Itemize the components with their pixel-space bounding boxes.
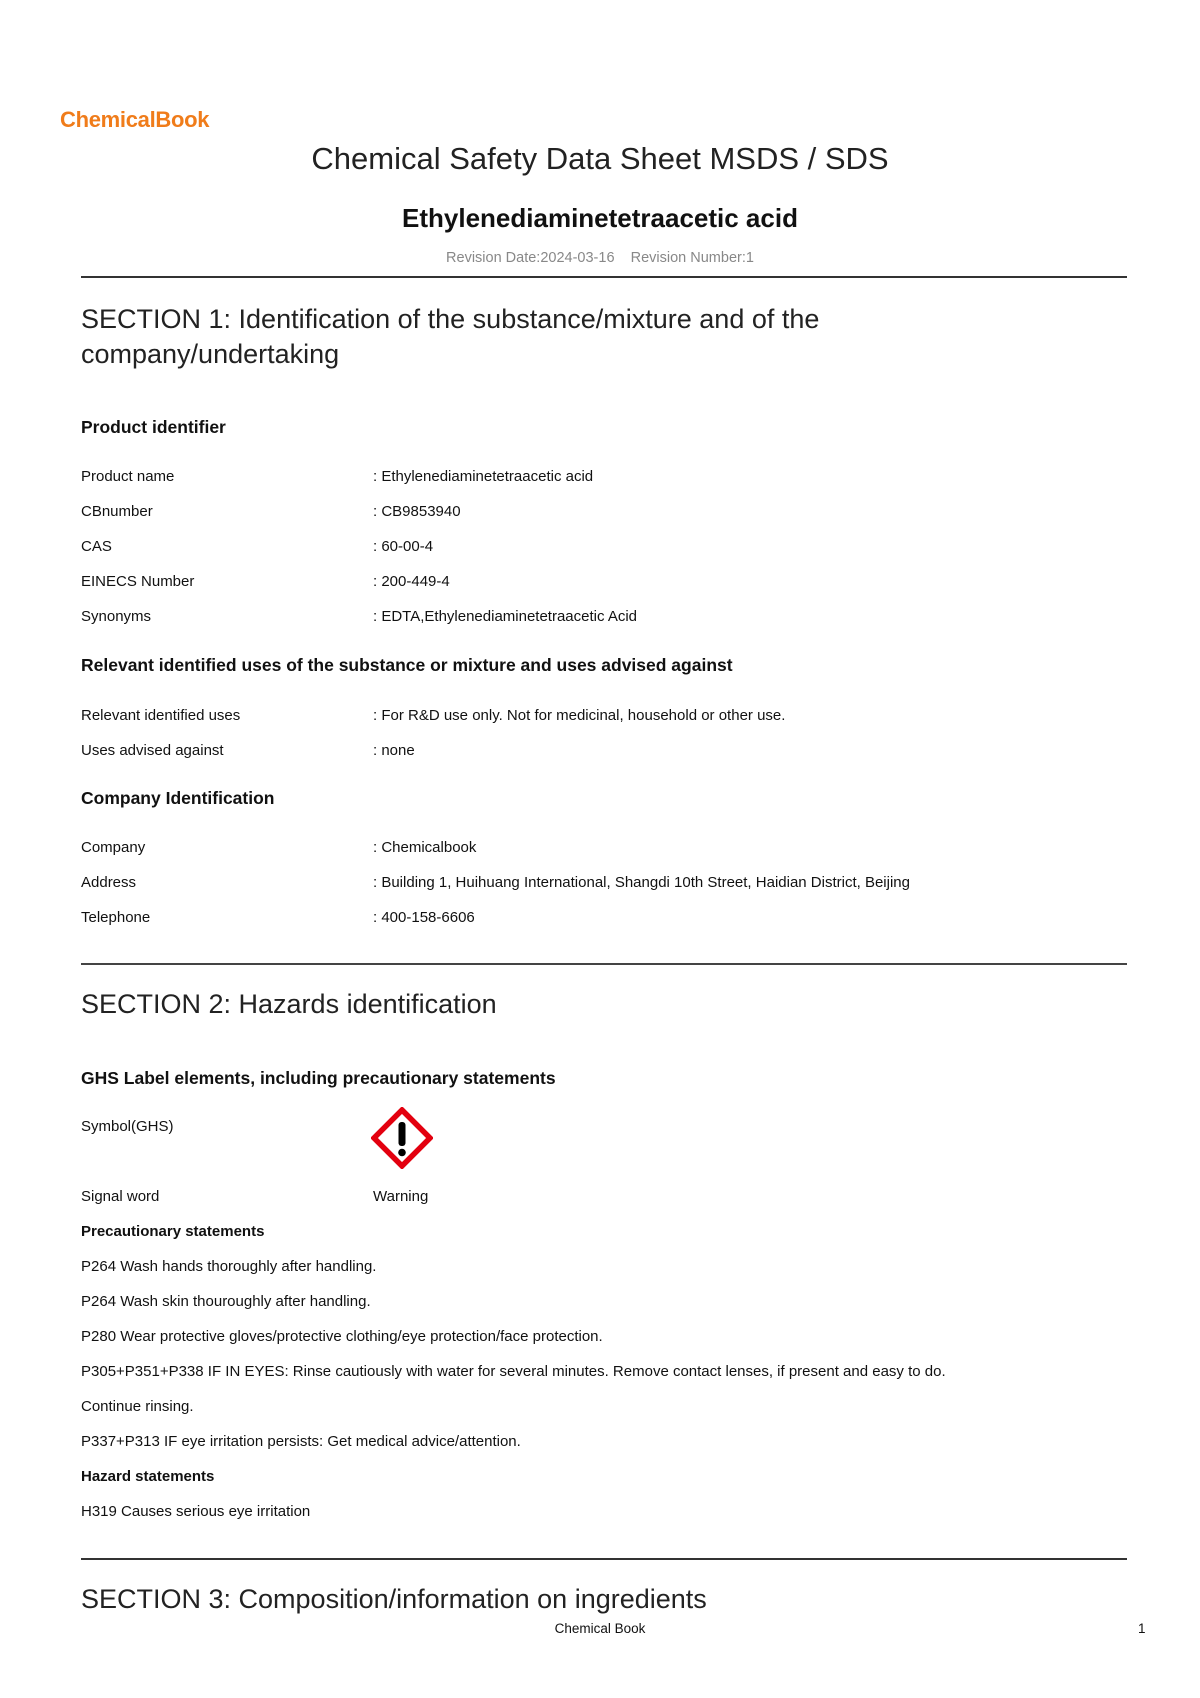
field-label: CAS — [81, 538, 112, 555]
product-identifier-heading: Product identifier — [81, 417, 226, 437]
field-value: : CB9853940 — [373, 503, 461, 520]
field-label: EINECS Number — [81, 573, 195, 590]
field-label: Synonyms — [81, 608, 152, 625]
precautionary-statement: Continue rinsing. — [81, 1398, 194, 1415]
field-label: Relevant identified uses — [81, 707, 241, 724]
field-value: : none — [373, 742, 415, 759]
brand-logo-text: ChemicalBook — [60, 107, 210, 132]
section-1-title: SECTION 1: Identification of the substance/mixture and of the company/undertaking — [81, 304, 820, 369]
document-title: Chemical Safety Data Sheet MSDS / SDS — [311, 141, 889, 176]
field-value: : EDTA,Ethylenediaminetetraacetic Acid — [373, 608, 638, 625]
ghs07-exclamation-mark-icon — [371, 1107, 433, 1169]
revision-number: Revision Number:1 — [630, 250, 754, 266]
hazard-heading: Hazard statements — [81, 1468, 215, 1485]
field-label: Product name — [81, 468, 175, 485]
revision-date: Revision Date:2024-03-16 — [446, 250, 615, 266]
section-divider — [81, 1558, 1127, 1560]
section-2-title: SECTION 2: Hazards identification — [81, 989, 497, 1019]
product-title: Ethylenediaminetetraacetic acid — [402, 203, 798, 233]
revision-info — [0, 250, 1200, 266]
field-label: Uses advised against — [81, 742, 224, 759]
ghs-heading: GHS Label elements, including precautionary statements — [81, 1068, 556, 1088]
field-value: : Building 1, Huihuang International, Shangdi 10th Street, Haidian District, Beijing — [373, 874, 910, 891]
field-value: : For R&D use only. Not for medicinal, household or other use. — [373, 707, 786, 724]
precautionary-statement: P305+P351+P338 IF IN EYES: Rinse cautiously with water for several minutes. Remove contact lenses, if present and easy to do. — [81, 1363, 946, 1380]
field-value: : 400-158-6606 — [373, 909, 475, 926]
page-number: 1 — [1138, 1621, 1146, 1636]
signal-word-label: Signal word — [81, 1188, 160, 1205]
symbol-label: Symbol(GHS) — [81, 1118, 174, 1135]
field-label: CBnumber — [81, 503, 153, 520]
footer-text: Chemical Book — [554, 1621, 646, 1636]
precautionary-statement: P337+P313 IF eye irritation persists: Get medical advice/attention. — [81, 1433, 521, 1450]
company-heading: Company Identification — [81, 788, 275, 808]
hazard-statement: H319 Causes serious eye irritation — [81, 1503, 311, 1520]
signal-word-value: Warning — [373, 1188, 429, 1205]
section-divider — [81, 963, 1127, 965]
field-value: : 200-449-4 — [373, 573, 450, 590]
field-label: Address — [81, 874, 137, 891]
field-label: Telephone — [81, 909, 151, 926]
uses-heading: Relevant identified uses of the substance or mixture and uses advised against — [81, 655, 733, 675]
section-3-title: SECTION 3: Composition/information on ingredients — [81, 1584, 707, 1614]
field-label: Company — [81, 839, 146, 856]
precautionary-statement: P264 Wash hands thoroughly after handling. — [81, 1258, 377, 1275]
field-value: : 60-00-4 — [373, 538, 434, 555]
precautionary-statement: P264 Wash skin thouroughly after handling. — [81, 1293, 371, 1310]
field-value: : Ethylenediaminetetraacetic acid — [373, 468, 594, 485]
header-divider — [81, 276, 1127, 278]
precautionary-statement: P280 Wear protective gloves/protective clothing/eye protection/face protection. — [81, 1328, 603, 1345]
field-value: : Chemicalbook — [373, 839, 477, 856]
precautionary-heading: Precautionary statements — [81, 1223, 265, 1240]
